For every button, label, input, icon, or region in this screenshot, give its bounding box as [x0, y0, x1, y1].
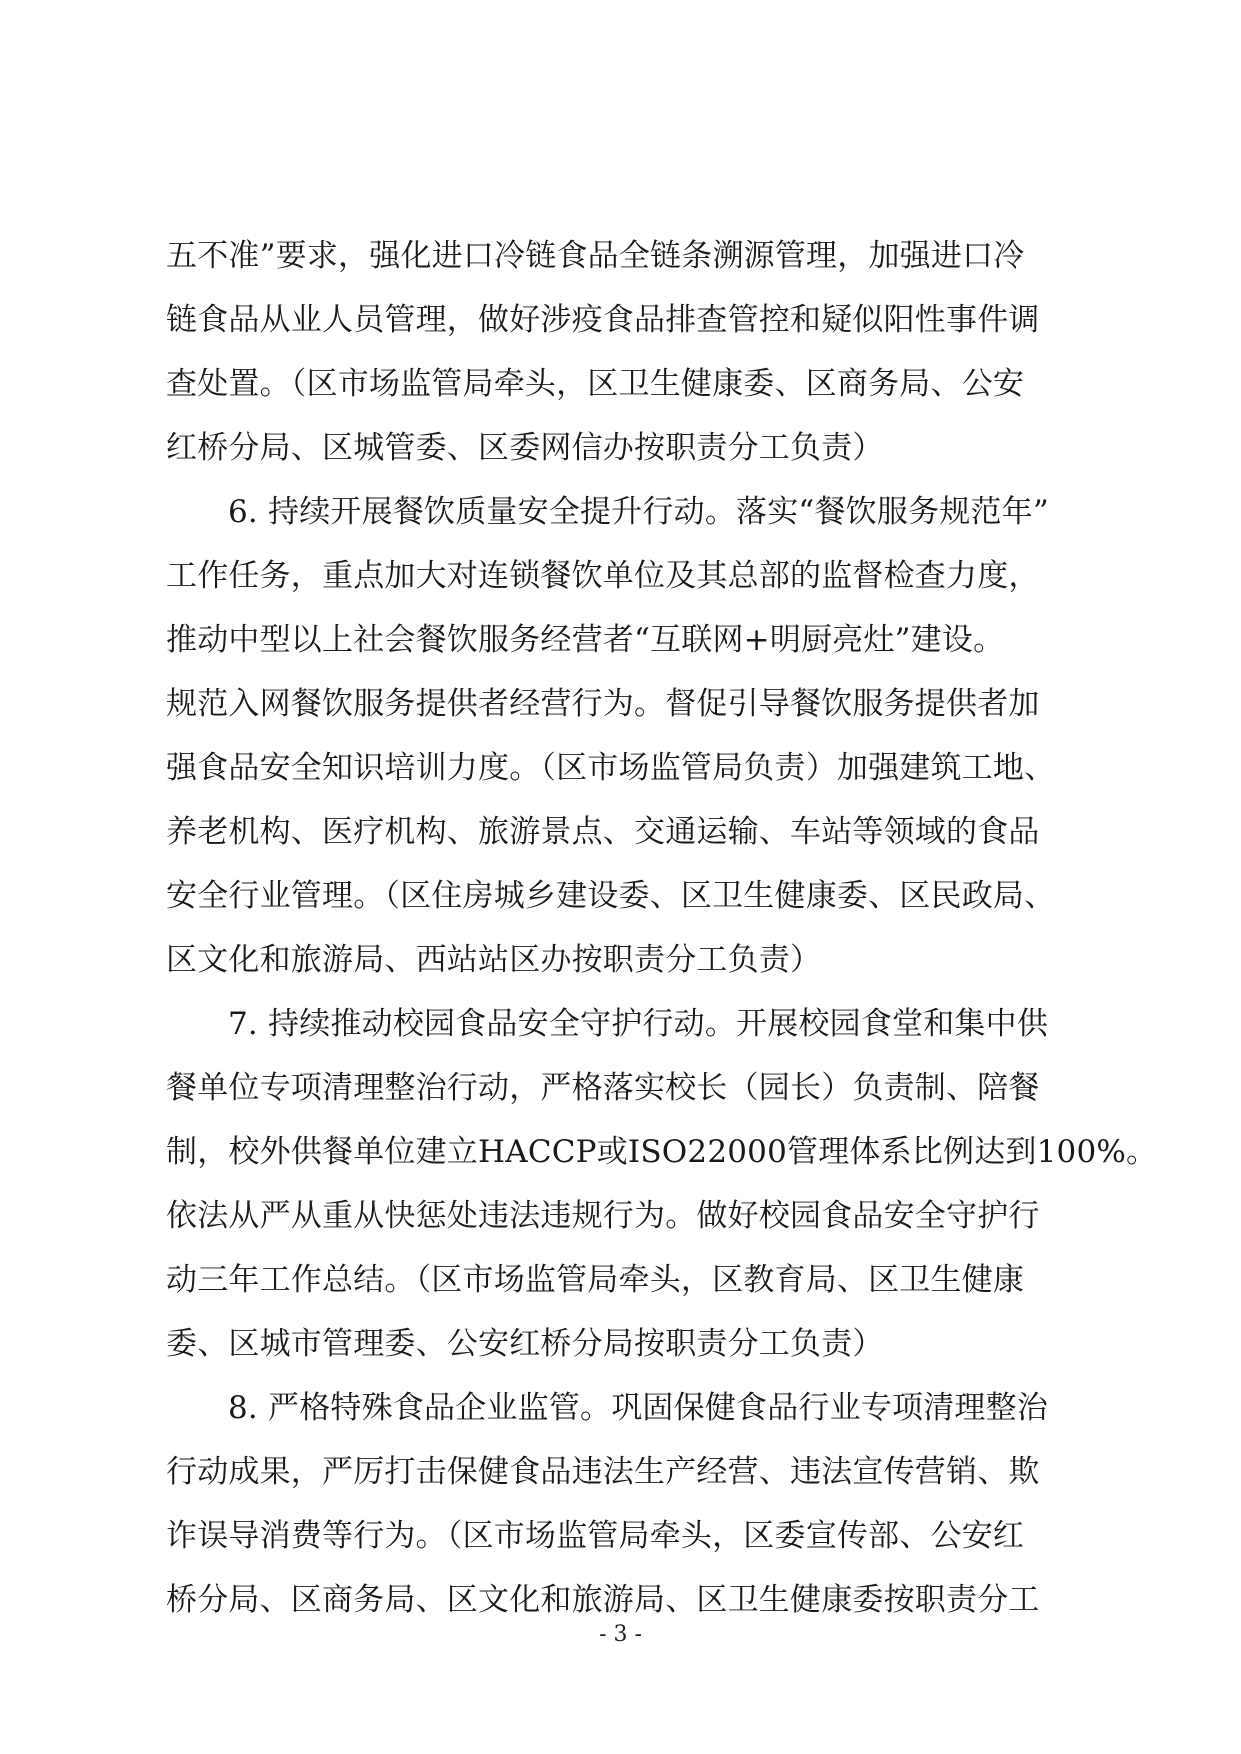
body-text — [166, 224, 1158, 1632]
text-line: 规范入网餐饮服务提供者经营行为。督促引导餐饮服务提供者加 — [166, 686, 1040, 722]
text-line: 链食品从业人员管理，做好涉疫食品排查管控和疑似阳性事件调 — [166, 302, 1040, 338]
page-number: - 3 - — [599, 1622, 642, 1647]
text-line: 依法从严从重从快惩处违法违规行为。做好校园食品安全守护行 — [166, 1198, 1040, 1234]
section-6-heading-line: 6. 持续开展餐饮质量安全提升行动。落实“餐饮服务规范年” — [228, 494, 1049, 530]
text-line: 动三年工作总结。（区市场监管局牵头，区教育局、区卫生健康 — [166, 1262, 1025, 1298]
text-line: 安全行业管理。（区住房城乡建设委、区卫生健康委、区民政局、 — [166, 878, 1056, 914]
section-8-heading-line: 8. 严格特殊食品企业监管。巩固保健食品行业专项清理整治 — [228, 1390, 1049, 1426]
text-line: 制，校外供餐单位建立HACCP或ISO22000管理体系比例达到100%。 — [166, 1134, 1158, 1170]
section-7-heading-line: 7. 持续推动校园食品安全守护行动。开展校园食堂和集中供 — [228, 1006, 1049, 1042]
text-line: 推动中型以上社会餐饮服务经营者“互联网+明厨亮灶”建设。 — [166, 622, 1005, 658]
text-line: 诈误导消费等行为。（区市场监管局牵头，区委宣传部、公安红 — [166, 1518, 1025, 1554]
text-line: 强食品安全知识培训力度。（区市场监管局负责）加强建筑工地、 — [166, 750, 1056, 786]
text-line: 养老机构、医疗机构、旅游景点、交通运输、车站等领域的食品 — [166, 814, 1040, 850]
text-line: 五不准”要求，强化进口冷链食品全链条溯源管理，加强进口冷 — [166, 238, 1025, 274]
text-line: 红桥分局、区城管委、区委网信办按职责分工负责） — [166, 430, 884, 466]
text-line: 查处置。（区市场监管局牵头，区卫生健康委、区商务局、公安 — [166, 366, 1025, 402]
text-line: 委、区城市管理委、公安红桥分局按职责分工负责） — [166, 1326, 884, 1362]
text-line: 行动成果，严厉打击保健食品违法生产经营、违法宣传营销、欺 — [166, 1454, 1040, 1490]
text-line: 工作任务，重点加大对连锁餐饮单位及其总部的监督检查力度， — [166, 558, 1040, 594]
text-line: 区文化和旅游局、西站站区办按职责分工负责） — [166, 942, 822, 978]
text-line: 餐单位专项清理整治行动，严格落实校长（园长）负责制、陪餐 — [166, 1070, 1040, 1106]
text-line: 桥分局、区商务局、区文化和旅游局、区卫生健康委按职责分工 — [166, 1582, 1040, 1618]
